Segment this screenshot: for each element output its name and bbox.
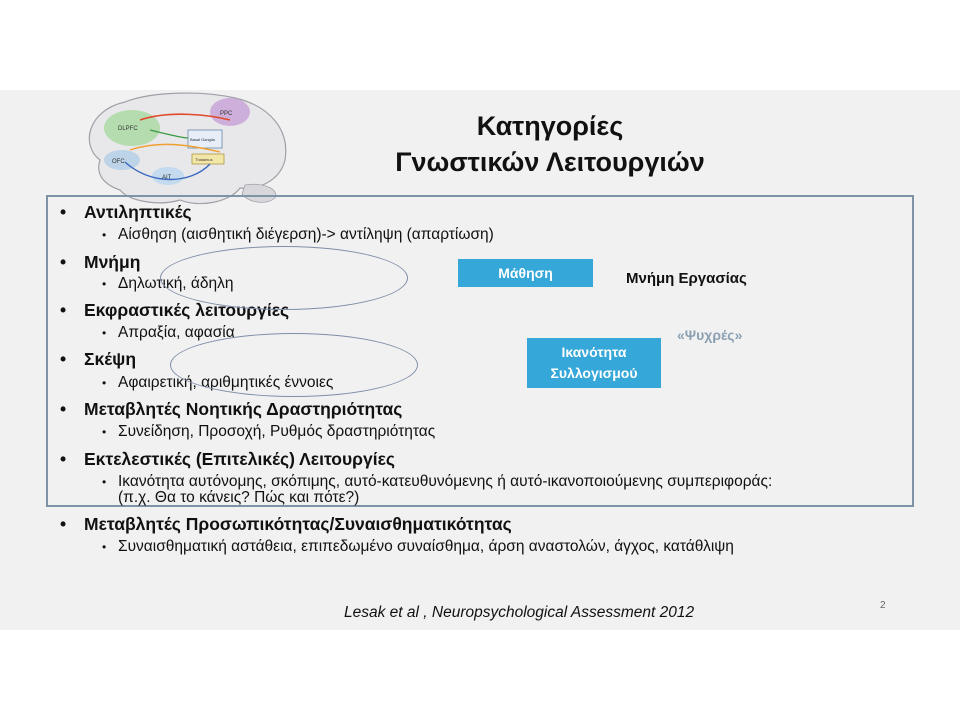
reasoning-label-line2: Συλλογισμού [550, 365, 638, 381]
cold-functions-label: «Ψυχρές» [677, 327, 743, 343]
category-detail-continuation: (π.χ. Θα το κάνεις? Πώς και πότε?) [118, 489, 360, 506]
thinking-ellipse [170, 333, 418, 397]
page-number: 2 [880, 600, 886, 611]
brain-label-ait: AIT [162, 175, 172, 181]
bullet: • [60, 514, 67, 534]
brain-label-dlpfc: DLPFC [118, 126, 138, 132]
sub-bullet: • [102, 326, 107, 340]
category-heading: Εκφραστικές λειτουργίες [84, 300, 290, 320]
brain-label-thalamus: Thalamus [195, 157, 213, 162]
slide-title [360, 108, 740, 180]
sub-bullet: • [102, 228, 107, 242]
sub-bullet: • [102, 376, 107, 390]
reasoning-box [527, 338, 661, 388]
category-heading: Εκτελεστικές (Επιτελικές) Λειτουργίες [84, 449, 395, 469]
category-heading: Μνήμη [84, 252, 141, 272]
title-line-1: Κατηγορίες [476, 111, 624, 141]
brain-label-ofc: OFC [112, 159, 125, 165]
category-detail: Συναισθηματική αστάθεια, επιπεδωμένο συναίσθημα, άρση αναστολών, άγχος, κατάθλιψη [118, 538, 734, 555]
bullet: • [60, 252, 67, 272]
category-heading: Αντιληπτικές [84, 202, 192, 222]
sub-bullet: • [102, 540, 107, 554]
category-detail: Δηλωτική, άδηλη [118, 275, 234, 292]
brain-label-basal: Basal Ganglia [190, 137, 215, 142]
category-detail: Ικανότητα αυτόνομης, σκόπιμης, αυτό-κατευθυνόμενης ή αυτό-ικανοποιούμενης συμπεριφοράς: [118, 473, 773, 490]
category-detail: Αίσθηση (αισθητική διέγερση)-> αντίληψη (απαρτίωση) [118, 226, 494, 243]
bullet: • [60, 449, 67, 469]
sub-bullet: • [102, 277, 107, 291]
bullet: • [60, 300, 67, 320]
memory-ellipse [160, 246, 408, 310]
category-detail: Συνείδηση, Προσοχή, Ρυθμός δραστηριότητας [118, 423, 436, 440]
learning-label: Μάθηση [498, 265, 553, 281]
learning-box [458, 259, 593, 287]
bullet: • [60, 399, 67, 419]
bullet: • [60, 202, 67, 222]
sub-bullet: • [102, 475, 107, 489]
bullet: • [60, 349, 67, 369]
sub-bullet: • [102, 425, 107, 439]
title-line-2: Γνωστικών Λειτουργιών [395, 147, 705, 177]
category-detail: Απραξία, αφασία [118, 324, 235, 341]
category-heading: Μεταβλητές Προσωπικότητας/Συναισθηματικότητας [84, 514, 512, 534]
category-detail: Αφαιρετική, αριθμητικές έννοιες [118, 374, 334, 391]
category-heading: Μεταβλητές Νοητικής Δραστηριότητας [84, 399, 403, 419]
brain-diagram-image [70, 90, 300, 210]
category-heading: Σκέψη [84, 349, 137, 369]
citation: Lesak et al , Neuropsychological Assessment 2012 [344, 604, 695, 621]
working-memory-label: Μνήμη Εργασίας [626, 270, 747, 287]
brain-label-ppc: PPC [220, 111, 233, 117]
reasoning-label-line1: Ικανότητα [561, 344, 627, 360]
